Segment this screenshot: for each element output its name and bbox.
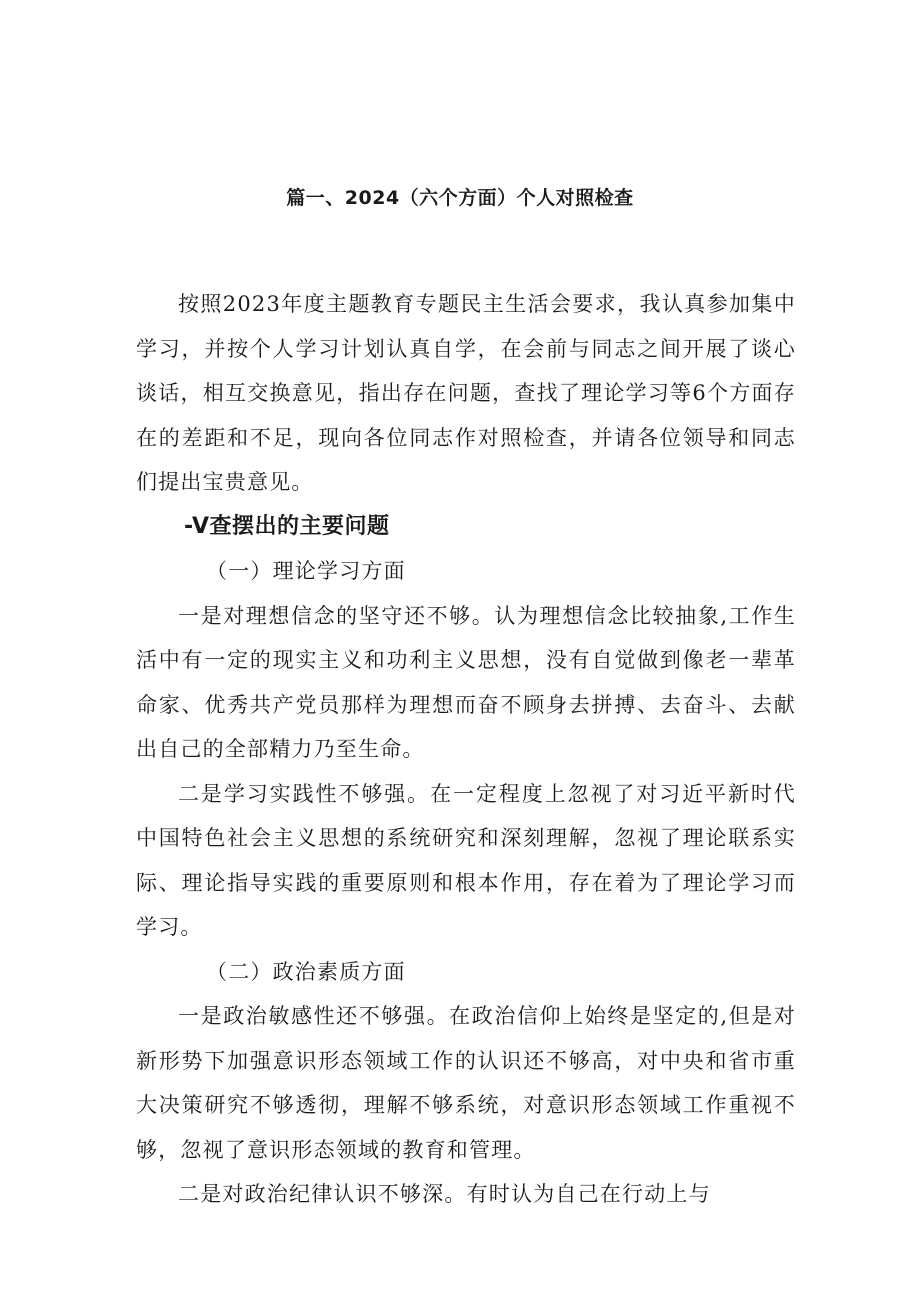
intro-paragraph: 按照2023年度主题教育专题民主生活会要求，我认真参加集中学习，并按个人学习计划认真自学，在会前与同志之间开展了谈心谈话，相互交换意见，指出存在问题，查找了理论学习等6个方面存在的差距和不足，现向各位同志作对照检查，并请各位领导和同志们提出宝贵意见。 xyxy=(136,292,796,494)
subheading-theory-study: （一）理论学习方面 xyxy=(206,559,406,583)
paragraph-political-discipline: 二是对政治纪律认识不够深。有时认为自己在行动上与 xyxy=(178,1182,711,1206)
subheading-political-quality: （二）政治素质方面 xyxy=(206,959,406,984)
paragraph-ideals-belief: 一是对理想信念的坚守还不够。认为理想信念比较抽象,工作生活中有一定的现实主义和功利主义思想，没有自觉做到像老一辈革命家、优秀共产党员那样为理想而奋不顾身去拼搏、去奋斗、去献出自己的全部精力乃至生命。 xyxy=(136,603,796,761)
document-body xyxy=(136,282,796,1217)
paragraph-political-sensitivity: 一是政治敏感性还不够强。在政治信仰上始终是坚定的,但是对新形势下加强意识形态领域工作的认识还不够高，对中央和省市重大决策研究不够透彻，理解不够系统，对意识形态领域工作重视不够，忽视了意识形态领域的教育和管理。 xyxy=(136,1004,796,1162)
document-title: 篇一、2024（六个方面）个人对照检查 xyxy=(286,187,634,209)
paragraph-study-practice: 二是学习实践性不够强。在一定程度上忽视了对习近平新时代中国特色社会主义思想的系统研究和深刻理解，忽视了理论联系实际、理论指导实践的重要原则和根本作用，存在着为了理论学习而学习。 xyxy=(136,781,796,939)
section-heading-main-problems: -V查摆出的主要问题 xyxy=(184,513,390,539)
